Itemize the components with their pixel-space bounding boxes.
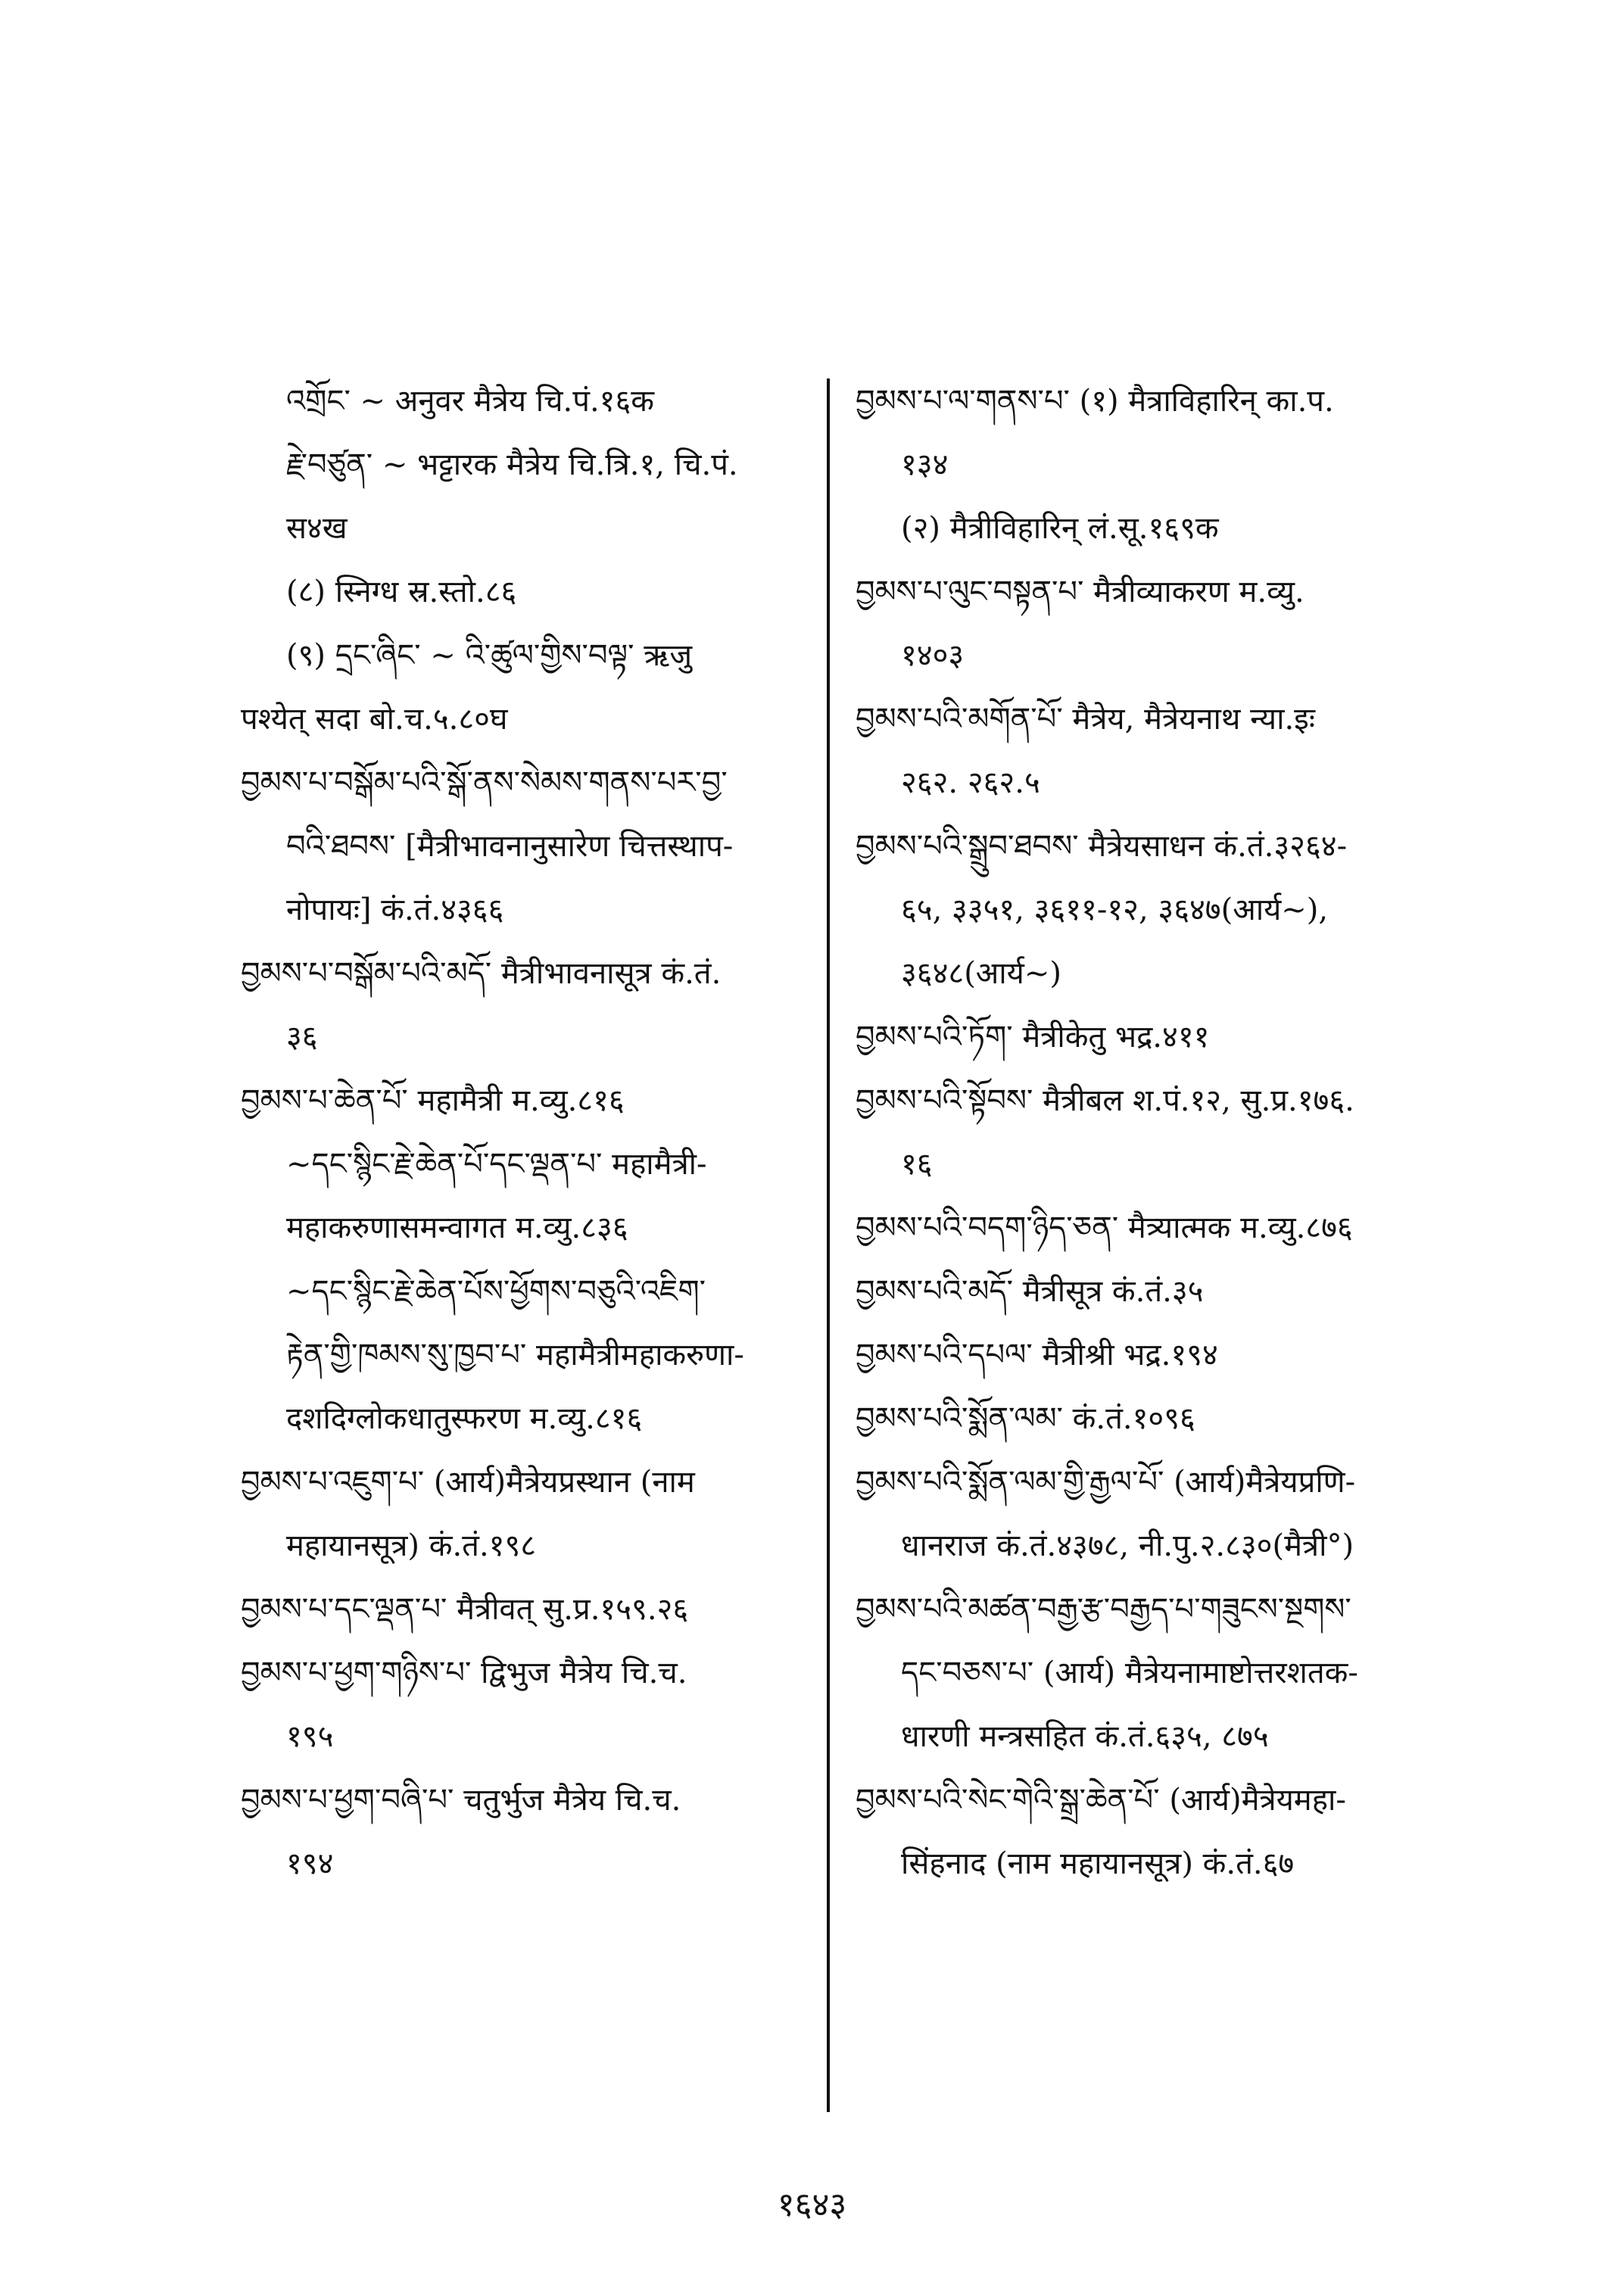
entry-line: བྱམས་པ་ཕྱག་གཉིས་པ་ द्विभुज मैत्रेय चि.च. <box>241 1656 687 1690</box>
entry-line: १९५ <box>286 1719 334 1754</box>
entry-line: ३६४८(आर्य~) <box>901 956 1062 991</box>
entry-line: (२) मैत्रीविहारिन् लं.सू.१६९क <box>901 511 1219 546</box>
entry-line: दशदिग्लोकधातुस्फरण म.व्यु.८१६ <box>286 1401 643 1436</box>
entry-line: བྱམས་པ་བསྒོམ་པའི་སྒོ་ནས་སེམས་གནས་པར་བྱ་ <box>241 765 728 800</box>
entry-line: བྱམས་པའི་དཔལ་ मैत्रीश्री भद्र.१९४ <box>856 1338 1218 1372</box>
entry-line: བྱམས་པའི་སྟོབས་ मैत्रीबल श.पं.१२, सु.प्र.१७६. <box>856 1083 1354 1118</box>
entry-line: བྱམས་པ་ལ་གནས་པ་ (१) मैत्राविहारिन् का.प. <box>856 384 1334 419</box>
entry-line: བའི་ཐབས་ [मैत्रीभावनानुसारेण चित्तस्थाप- <box>286 829 734 864</box>
entry-line: १९४ <box>286 1846 334 1881</box>
entry-line: བྱམས་པ་ཕྱག་བཞི་པ་ चतुर्भुज मैत्रेय चि.च. <box>241 1783 681 1818</box>
entry-line: བྱམས་པ་ལུང་བསྟན་པ་ मैत्रीव्याकरण म.व्यु. <box>856 575 1304 609</box>
entry-line: ६५, ३३५१, ३६११-१२, ३६४७(आर्य~), <box>901 893 1329 927</box>
column-divider <box>827 379 830 2112</box>
entry-line: བྱམས་པའི་བདག་ཉིད་ཅན་ मैत्र्यात्मक म.व्यु.८७६ <box>856 1210 1353 1245</box>
entry-line: བྱམས་པའི་སྨོན་ལམ་ कं.तं.१०९६ <box>856 1401 1195 1436</box>
entry-line: १४०३ <box>901 638 965 673</box>
entry-line: धारणी मन्त्रसहित कं.तं.६३५, ८७५ <box>901 1719 1269 1754</box>
right-column <box>856 369 1446 1896</box>
entry-line: (९) དྲང་ཞིང་ ~ འི་ཚུལ་གྱིས་བལྟ་ ऋजु <box>286 638 693 673</box>
entry-line: नोपायः] कं.तं.४३६६ <box>286 893 504 927</box>
entry-line: འགྲོང་ ~ अनुवर मैत्रेय चि.पं.१६क <box>286 384 655 419</box>
entry-line: स४ख <box>286 511 348 546</box>
entry-line: धानराज कं.तं.४३७८, नी.पु.२.८३०(मैत्री°) <box>901 1528 1354 1563</box>
entry-line: ३६ <box>286 1020 318 1055</box>
entry-line: བྱམས་པ་ཆེན་པོ་ महामैत्री म.व्यु.८१६ <box>241 1083 625 1118</box>
entry-line: བྱམས་པའི་སེང་གེའི་སྒྲ་ཆེན་པོ་ (आर्य)मैत्रेयमहा- <box>856 1783 1346 1818</box>
entry-line: महायानसूत्र) कं.तं.१९८ <box>286 1528 537 1563</box>
entry-line: १६ <box>901 1147 933 1182</box>
entry-line: བྱམས་པའི་སྨོན་ལམ་གྱི་རྒྱལ་པོ་ (आर्य)मैत्रेयप्रणि- <box>856 1465 1356 1500</box>
entry-line: དང་བཅས་པ་ (आर्य) मैत्रेयनामाष्टोत्तरशतक- <box>901 1656 1358 1690</box>
entry-line: བྱམས་པ་འཇུག་པ་ (आर्य)मैत्रेयप्रस्थान (नाम <box>241 1465 695 1500</box>
entry-line: सिंहनाद (नाम महायानसूत्र) कं.तं.६७ <box>901 1846 1295 1881</box>
entry-line: བྱམས་པའི་མདོ་ मैत्रीसूत्र कं.तं.३५ <box>856 1274 1204 1309</box>
entry-line: བྱམས་པའི་ཏོག་ मैत्रीकेतु भद्र.४११ <box>856 1020 1210 1055</box>
left-column <box>241 369 824 1896</box>
page-number: १६४३ <box>777 2186 847 2224</box>
entry-line: བྱམས་པ་དང་ལྡན་པ་ मैत्रीवत् सु.प्र.१५९.२६ <box>241 1592 689 1627</box>
entry-line: महाकरुणासमन्वागत म.व्यु.८३६ <box>286 1210 628 1245</box>
entry-line: (८) स्निग्ध स्र.स्तो.८६ <box>286 575 517 609</box>
entry-line: རྟེན་གྱི་ཁམས་སུ་ཁྱབ་པ་ महामैत्रीमहाकरुणा- <box>286 1338 744 1372</box>
entry-line: ~དང་སྙིང་རྗེ་ཆེན་པོས་ཕྱོགས་བཅུའི་འཇིག་ <box>286 1274 706 1309</box>
entry-line: བྱམས་པ་བསྒོམ་པའི་མདོ་ मैत्रीभावनासूत्र कं.तं. <box>241 956 722 991</box>
entry-line: पश्येत् सदा बो.च.५.८०घ <box>241 702 508 737</box>
entry-line: བྱམས་པའི་སྒྲུབ་ཐབས་ मैत्रेयसाधन कं.तं.३२६४- <box>856 829 1348 864</box>
entry-line: २६२. २६२.५ <box>901 765 1040 800</box>
entry-line: ~དང་སྙིང་རྗེ་ཆེན་པོ་དང་ལྡན་པ་ महामैत्री- <box>286 1147 707 1182</box>
entry-line: བྱམས་པའི་མཚན་བརྒྱ་རྩ་བརྒྱད་པ་གཟུངས་སྔགས་ <box>856 1592 1351 1627</box>
entry-line: བྱམས་པའི་མགོན་པོ་ मैत्रेय, मैत्रेयनाथ न्या.इः <box>856 702 1315 737</box>
entry-line: १३४ <box>901 447 949 482</box>
entry-line: རྗེ་བཙུན་ ~ भट्टारक मैत्रेय चि.त्रि.१, चि.पं. <box>286 447 738 482</box>
